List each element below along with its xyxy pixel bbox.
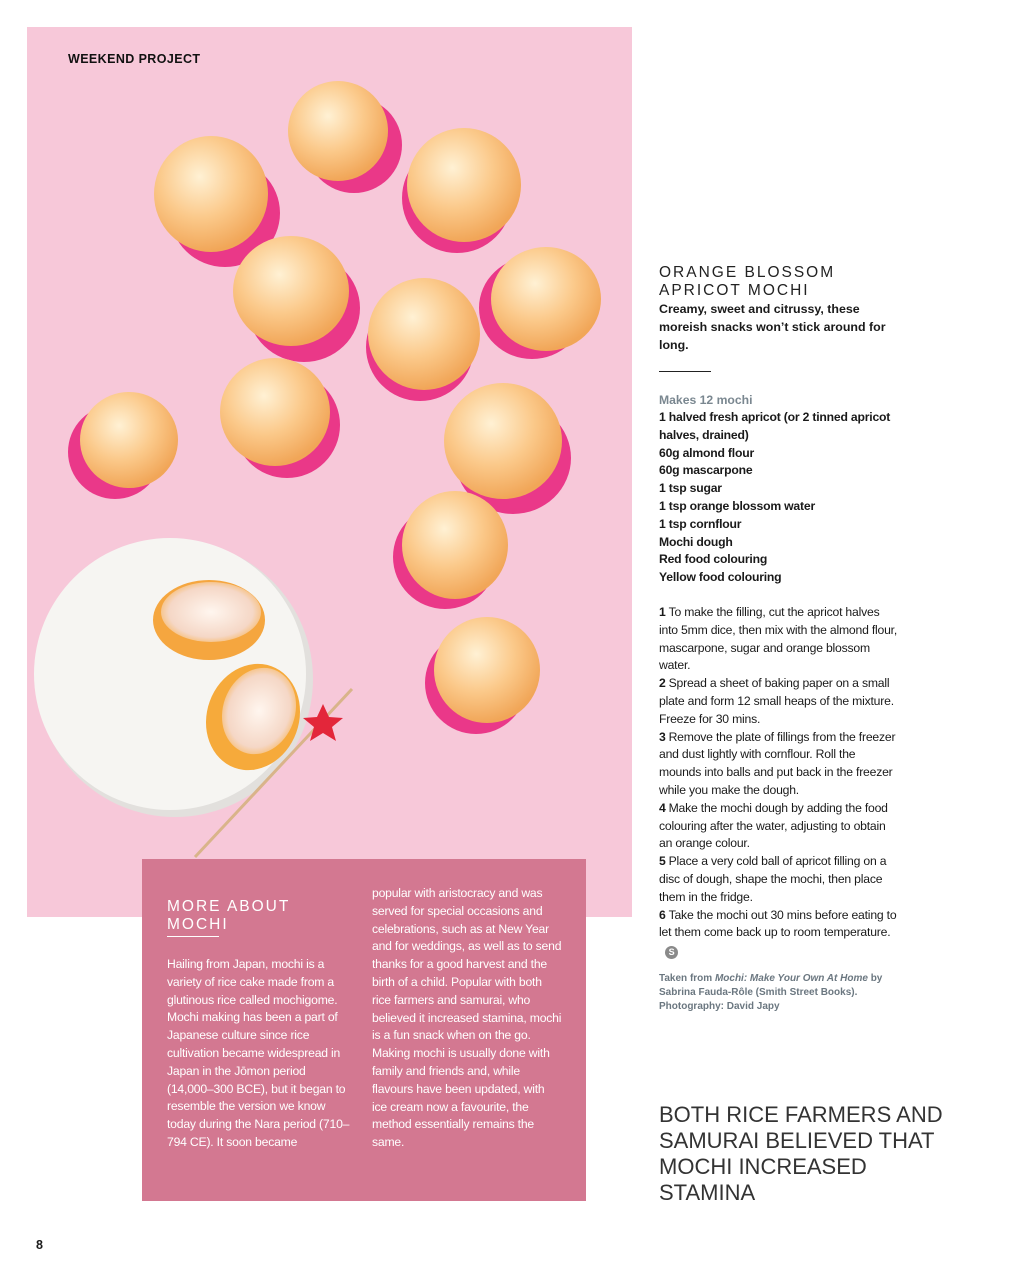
- credit-prefix: Taken from: [659, 972, 715, 984]
- step-text: Make the mochi dough by adding the food colouring after the water, adjusting to obtain an orange colour.: [659, 800, 888, 851]
- sidebar-column-2: popular with aristocracy and was served for special occasions and celebrations, such as at New Year and for weddings, as well as to send thanks for a good harvest and the birth of a child. Popular with both rice farmers and samurai, who believed it increased stamina, mochi is a fun snack when on the go. Making mochi is usually done with family and friends and, while flavours have been updated, with ice cream now a favourite, the method essentially remains the same.: [372, 886, 562, 1150]
- mochi-ball: [233, 236, 349, 346]
- ingredient-item: 1 tsp cornflour: [659, 516, 742, 531]
- mochi-ball: [80, 392, 178, 488]
- ingredient-item: Mochi dough: [659, 534, 733, 549]
- recipe-intro: Creamy, sweet and citrussy, these moreish snacks won’t stick around for long.: [659, 302, 886, 352]
- mochi-ball: [491, 247, 601, 351]
- sidebar-column-1: Hailing from Japan, mochi is a variety of rice cake made from a glutinous rice called mochigome. Mochi making has been a part of Japanese culture since rice cultivation became widespread in Japan in the Jōmon period (14,000–300 BCE), but it began to resemble the version we know today during the Nara period (710–794 CE). It soon became: [167, 957, 350, 1149]
- section-label: WEEKEND PROJECT: [68, 52, 201, 66]
- ingredient-list: [659, 409, 899, 587]
- credit-suffix: by Sabrina Fauda-Rôle (Smith Street Books). Photography: David Japy: [659, 972, 883, 1012]
- method-step: [659, 675, 899, 728]
- method-steps: [659, 604, 899, 960]
- photo-credit: [659, 972, 899, 1014]
- pull-quote: BOTH RICE FARMERS AND SAMURAI BELIEVED THAT MOCHI INCREASED STAMINA: [659, 1102, 943, 1205]
- sidebar-title: MORE ABOUT MOCHI: [167, 897, 291, 933]
- step-number: 5: [659, 854, 666, 869]
- end-mark-icon: S: [665, 946, 678, 959]
- page-number: 8: [36, 1238, 43, 1252]
- step-text: Place a very cold ball of apricot filling on a disc of dough, shape the mochi, then place them in the fridge.: [659, 854, 887, 904]
- ingredient-item: 1 tsp orange blossom water: [659, 498, 815, 513]
- method-step: [659, 729, 899, 800]
- ingredient-item: 60g almond flour: [659, 445, 754, 460]
- recipe-yield: Makes 12 mochi: [659, 393, 753, 407]
- mochi-ball: [407, 128, 521, 242]
- mochi-ball: [434, 617, 540, 723]
- method-step: [659, 604, 899, 675]
- step-number: 4: [659, 800, 666, 815]
- ingredient-item: 1 tsp sugar: [659, 481, 722, 496]
- mochi-ball: [154, 136, 268, 252]
- mochi-ball: [288, 81, 388, 181]
- method-step: [659, 800, 899, 853]
- mochi-ball: [444, 383, 562, 499]
- method-step: [659, 907, 899, 960]
- step-number: 6: [659, 907, 666, 922]
- mochi-ball: [402, 491, 508, 599]
- sidebar-box: [142, 859, 586, 1201]
- mochi-ball: [368, 278, 480, 390]
- method-step: [659, 853, 899, 906]
- ingredient-item: 1 halved fresh apricot (or 2 tinned apricot halves, drained): [659, 410, 891, 442]
- step-text: To make the filling, cut the apricot halves into 5mm dice, then mix with the almond flour, mascarpone, sugar and orange blossom water.: [659, 604, 898, 673]
- ingredient-item: Yellow food colouring: [659, 570, 782, 585]
- recipe-divider: [659, 371, 711, 372]
- mochi-illustration: [27, 27, 632, 917]
- step-text: Remove the plate of fillings from the freezer and dust lightly with cornflour. Roll the mounds into balls and put back in the freezer while you make the dough.: [659, 729, 896, 797]
- mochi-photo: [27, 27, 632, 917]
- recipe-title: ORANGE BLOSSOM APRICOT MOCHI: [659, 264, 836, 299]
- step-number: 3: [659, 729, 666, 744]
- step-number: 2: [659, 676, 666, 691]
- recipe: [659, 264, 899, 1014]
- step-text: Spread a sheet of baking paper on a small plate and form 12 small heaps of the mixture. Freeze for 30 mins.: [659, 676, 894, 726]
- sidebar-divider: [167, 936, 219, 937]
- step-text: Take the mochi out 30 mins before eating to let them come back up to room temperature.: [659, 907, 897, 940]
- step-number: 1: [659, 604, 666, 619]
- credit-book-title: Mochi: Make Your Own At Home: [714, 972, 868, 984]
- ingredient-item: 60g mascarpone: [659, 463, 753, 478]
- ingredient-item: Red food colouring: [659, 552, 768, 567]
- mochi-ball: [220, 358, 330, 466]
